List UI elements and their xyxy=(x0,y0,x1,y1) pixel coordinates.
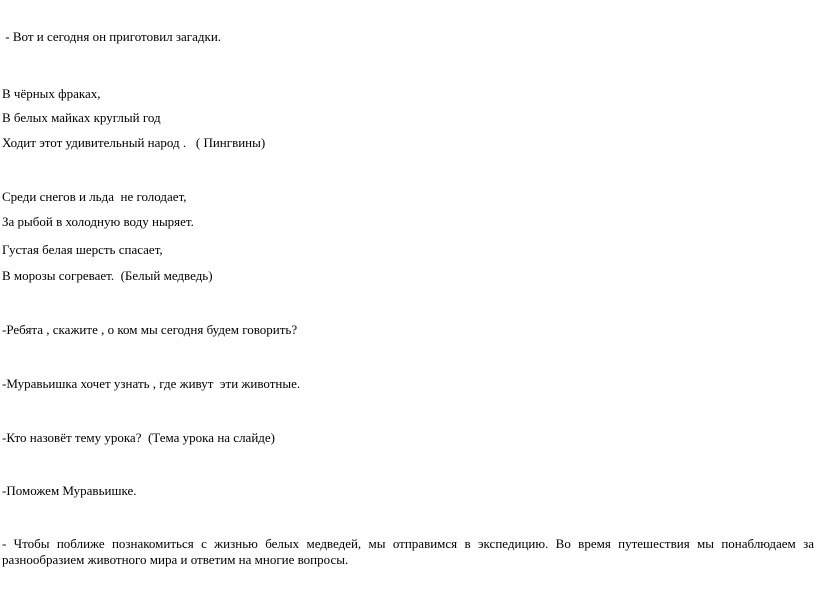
question-topic: -Ребята , скажите , о ком мы сегодня будем говорить? xyxy=(2,322,298,337)
expedition-paragraph: - Чтобы поближе познакомиться с жизнью белых медведей, мы отправимся в экспедицию. Во время путешествия мы понаблюдаем за разнообразием животного мира и ответим на многие вопросы. xyxy=(2,536,814,567)
help-muravyishka-line: -Поможем Муравьишке. xyxy=(2,483,137,498)
riddle2-line4: В морозы согревает. (Белый медведь) xyxy=(2,268,213,283)
intro-line: - Вот и сегодня он приготовил загадки. xyxy=(2,29,222,44)
riddle1-line3: Ходит этот удивительный народ . ( Пингвины) xyxy=(2,135,266,150)
riddle1-line2: В белых майках круглый год xyxy=(2,110,161,125)
question-lesson-theme: -Кто назовёт тему урока? (Тема урока на слайде) xyxy=(2,430,275,445)
riddle2-line1: Среди снегов и льда не голодает, xyxy=(2,189,187,204)
riddle1-line1: В чёрных фраках, xyxy=(2,86,101,101)
riddle2-line2: За рыбой в холодную воду ныряет. xyxy=(2,214,194,229)
riddle2-line3: Густая белая шерсть спасает, xyxy=(2,242,163,257)
question-habitat: -Муравьишка хочет узнать , где живут эти животные. xyxy=(2,376,301,391)
